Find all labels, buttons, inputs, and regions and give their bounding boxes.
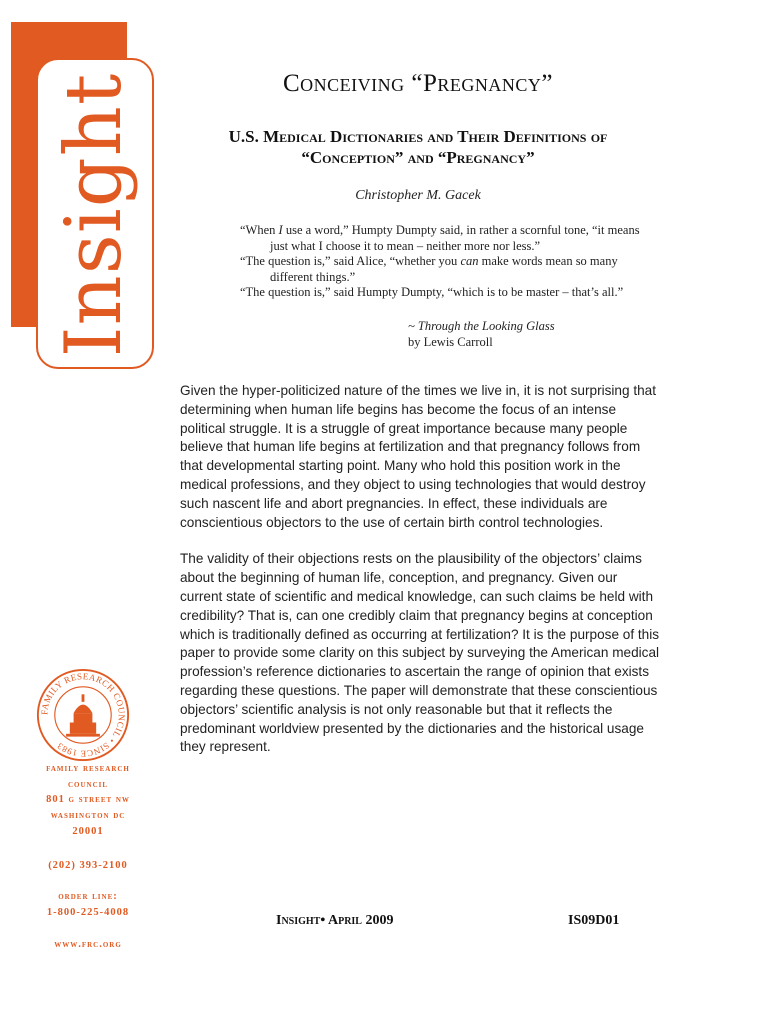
body-paragraph-2: The validity of their objections rests on the plausibility of the objectors’ claims about the beginning of human life, conception, and pregnancy. Given our current state of scientific and medical knowledge, can such claims be held with credibility? That is, can one credibly claim that pregnancy begins at conception which is traditionally defined as occurring at fertilization? It is the purpose of this paper to provide some clarity on this subject by surveying the American medical profession’s reference dictionaries to ascertain the range of opinion that exists regarding these questions. The paper will demonstrate that these conscientious objectors’ scientific analysis is not only reasonable but that it reflects the predominant worldview presented by the dictionaries and the historical usage they represent. <box>180 551 660 755</box>
org-address <box>20 792 156 840</box>
attribution-title: ~ Through the Looking Glass <box>408 319 555 333</box>
org-phone: (202) 393-2100 <box>48 860 128 871</box>
subtitle-line-1: U.S. Medical Dictionaries and Their Definitions of <box>228 127 608 146</box>
address-line-2: washington dc <box>50 810 126 821</box>
author-name: Christopher M. Gacek <box>355 188 481 203</box>
org-name-line-2: council <box>67 779 109 790</box>
body-text <box>180 382 660 775</box>
footer-code: IS09D01 <box>568 913 620 928</box>
insight-logo-text: Insight <box>49 72 139 358</box>
footer-publication: Insight• April 2009 <box>276 913 394 928</box>
body-paragraph-1: Given the hyper-politicized nature of the times we live in, it is not surprising that determining when human life begins has become the focus of an intense political struggle. It is a struggle of great importance because many people believe that human life begins at fertilization and that pregnancy follows from that developmental starting point. Many who hold this position work in the medical professions, and they object to using technologies that would destroy such nascent life and abort pregnancies. In effect, these individuals are conscientious objectors to the use of certain birth control technologies. <box>180 383 657 530</box>
document-subtitle <box>180 126 656 168</box>
attribution-author: by Lewis Carroll <box>408 335 493 349</box>
org-name-line-1: family research <box>46 763 130 774</box>
epigraph-attribution <box>408 318 555 350</box>
order-line-number: 1-800-225-4008 <box>46 907 130 918</box>
address-line-3: 20001 <box>72 826 104 837</box>
epigraph-line-3: “The question is,” said Humpty Dumpty, “which is to be master – that’s all.” <box>240 285 624 299</box>
org-name <box>20 761 156 793</box>
document-title: Conceiving “Pregnancy” <box>282 70 553 97</box>
epigraph-line-2: “The question is,” said Alice, “whether you can make words mean so many different things.” <box>240 254 618 284</box>
subtitle-line-2: “Conception” and “Pregnancy” <box>301 148 535 167</box>
frc-seal-icon <box>36 668 130 762</box>
seal-text: FAMILY RESEARCH COUNCIL • SINCE 1983 <box>39 671 127 759</box>
order-line <box>20 889 156 921</box>
order-line-label: order line: <box>58 891 118 902</box>
epigraph-line-1: “When I use a word,” Humpty Dumpty said, in rather a scornful tone, “it means just what I choose it to mean – neither more nor less.” <box>240 223 640 253</box>
address-line-1: 801 g street nw <box>46 794 130 805</box>
org-website: www.frc.org <box>54 939 122 950</box>
epigraph <box>240 223 660 301</box>
